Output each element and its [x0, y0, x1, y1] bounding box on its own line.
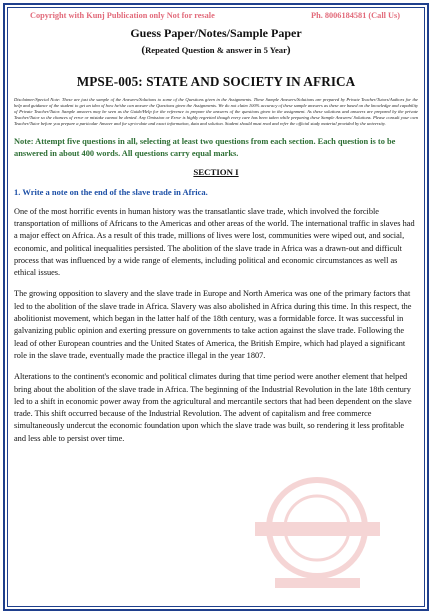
- answer-paragraph: One of the most horrific events in human history was the transatlantic slave trade, which involved the forcible transportation of millions of Africans to the Americas and other areas of the world. The international traffic in slaves had a major effect on Africa. As a result of this trade, millions of lives were lost, communities were wiped out, and social, economic, and political inequalities persisted. The abolition of the slave trade in Africa was a drawn-out and difficult process that was influenced by a wide range of elements, including political and economic circumstances as well as ethical issues.: [14, 206, 415, 278]
- page-header: [14, 11, 418, 20]
- disclaimer-text: Disclaimer/Special Note: These are just the sample of the Answers/Solutions to some of the Questions given in the Assignments. These Sample Answers/Solutions are prepared by Private Teacher/Tutors/Authors for the help and guidance of the student to get an idea of how he/she can answer the Questions given the Assignments. We do not claim 100% accuracy of these sample answers as these are based on the knowledge and capability of Private Teacher/Tutor. Sample answers may be seen as the Guide/Help for the reference to prepare the answers of the questions given in the assignment. As these solutions and answers are prepared by the private Teacher/Tutor so the chances of error or mistake cannot be denied. Any Omission or Error is highly regretted though every care has been taken while preparing these Sample Answers/ Solutions. Please consult your own Teacher/Tutor before you prepare a particular Answer and for up-to-date and exact information, data and solution. Student should must read and refer the official study material provided by the university.: [14, 97, 418, 127]
- instructions-note: Note: Attempt five questions in all, selecting at least two questions from each section. Each question is to be answered in about 400 words. All questions carry equal marks.: [14, 137, 396, 159]
- subtitle-text: Repeated Question & answer in 5 Year: [145, 45, 287, 55]
- contact-phone: Ph. 8006184581 (Call Us): [311, 11, 400, 20]
- copyright-notice: Copyright with Kunj Publication only Not for resale: [30, 11, 215, 20]
- section-heading: SECTION I: [193, 166, 239, 177]
- document-subtitle: [14, 44, 418, 56]
- course-title: MPSE-005: STATE AND SOCIETY IN AFRICA: [76, 74, 356, 89]
- subtitle-close-paren: ): [286, 44, 291, 56]
- subtitle-open-paren: (: [141, 44, 146, 56]
- question-heading: 1. Write a note on the end of the slave trade in Africa.: [14, 186, 208, 197]
- answer-paragraph: The growing opposition to slavery and the slave trade in Europe and North America was one of the primary factors that led to the abolition of the slave trade in Africa. Slavery was also abolished in Africa during this time. In this respect, the abolitionist movement, which began in the latter half of the 18th century, was a formidable force. It was successful in galvanizing public opinion and exerting pressure on governments to take action against the slave trade. Following the lead of other European countries and the United States of America, the British Empire, which had played a significant role in the slave trade, eventually made the practice illegal in the year 1807.: [14, 289, 412, 360]
- document-title: Guess Paper/Notes/Sample Paper: [130, 26, 302, 40]
- page-content: [14, 10, 418, 445]
- answer-paragraph: Alterations to the continent's economic and political climates during that time period were another element that helped bring about the abolition of the slave trade in Africa. The beginning of the Industrial Revolution in the late 18th century led to a shift in economic power away from the agricultural and mercantile sectors that had been dependent on the slave trade. This shift occurred because of the Industrial Revolution. The advent of capitalism and free commerce simultaneously undercut the economic foundation upon which the slave trade was built, so rendering it less profitable and less able to persist over time.: [14, 372, 412, 443]
